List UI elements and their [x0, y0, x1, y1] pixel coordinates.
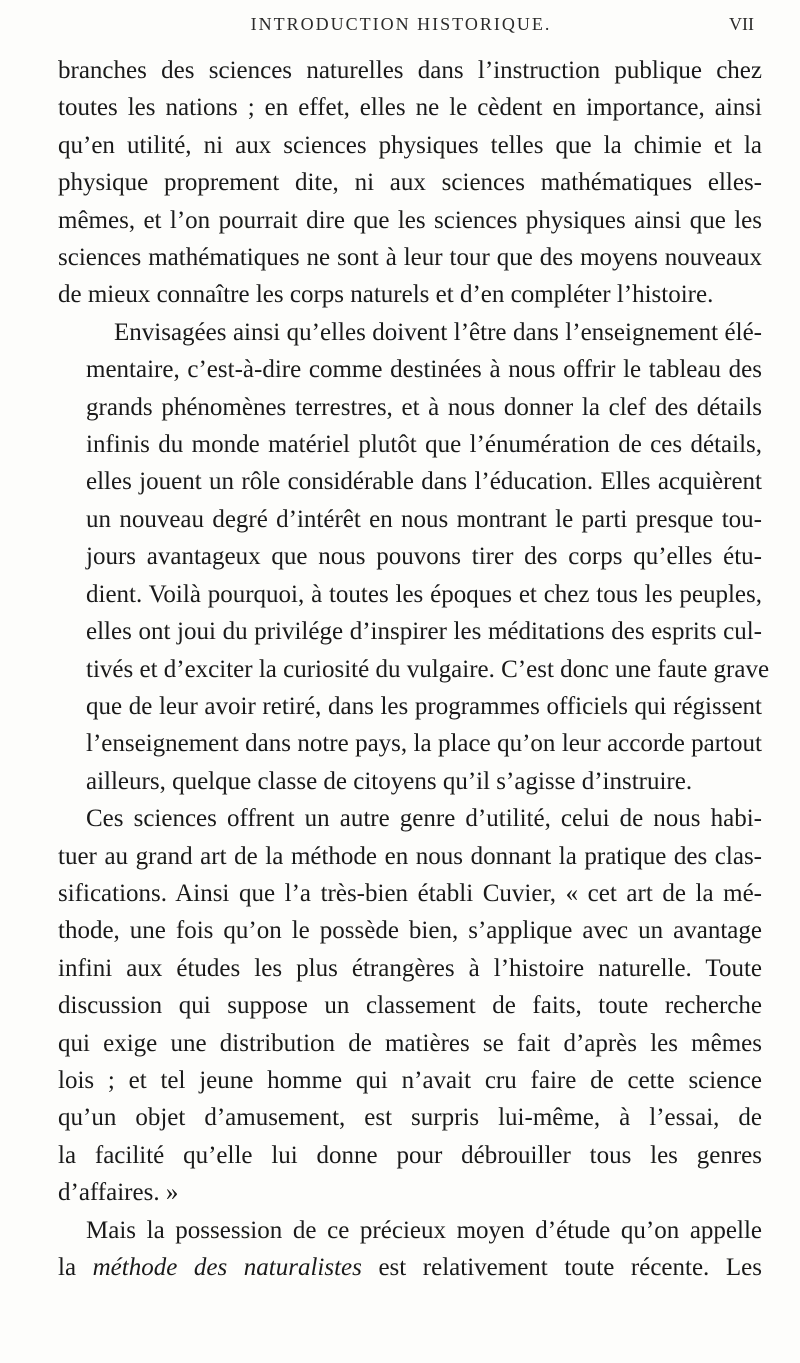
running-head	[48, 14, 754, 40]
page-number: VII	[729, 14, 754, 34]
text-line: qui exige une distribution de matières se fait d’après les mêmes	[58, 1029, 762, 1057]
text-line: un nouveau degré d’intérêt en nous montrant le parti presque tou-	[86, 505, 762, 533]
text-line: Mais la possession de ce précieux moyen d’étude qu’on appelle	[86, 1216, 762, 1244]
text-fragment: est relativement toute récente. Les	[361, 1254, 762, 1281]
paragraph-3	[58, 800, 762, 1211]
text-line: tivés et d’exciter la curiosité du vulgaire. C’est donc une faute grave	[86, 655, 770, 683]
text-line: Envisagées ainsi qu’elles doivent l’être dans l’enseignement élé-	[114, 318, 762, 346]
text-line: de mieux connaître les corps naturels et d’en compléter l’histoire.	[58, 281, 714, 309]
text-line: tuer au grand art de la méthode en nous donnant la pratique des clas-	[58, 842, 762, 870]
text-line: qu’en utilité, ni aux sciences physiques telles que la chimie et la	[58, 131, 762, 159]
text-fragment: la	[58, 1254, 93, 1281]
text-line: grands phénomènes terrestres, et à nous donner la clef des détails	[86, 393, 762, 421]
paragraph-2	[58, 314, 770, 800]
text-line: la facilité qu’elle lui donne pour débrouiller tous les genres	[58, 1141, 762, 1169]
body-text	[58, 52, 770, 1286]
text-line: sifications. Ainsi que l’a très-bien établi Cuvier, « cet art de la mé-	[58, 879, 762, 907]
running-title: INTRODUCTION HISTORIQUE.	[250, 14, 552, 34]
text-line: ailleurs, quelque classe de citoyens qu’il s’agisse d’instruire.	[86, 767, 693, 795]
text-line-mixed	[58, 1249, 762, 1286]
text-line: Ces sciences offrent un autre genre d’utilité, celui de nous habi-	[86, 805, 762, 833]
text-line: dient. Voilà pourquoi, à toutes les époques et chez tous les peuples,	[86, 580, 762, 608]
italic-term: méthode des naturalistes	[92, 1254, 362, 1281]
text-line: branches des sciences naturelles dans l’instruction publique chez	[58, 57, 762, 84]
text-line: lois ; et tel jeune homme qui n’avait cru faire de cette science	[58, 1066, 762, 1094]
text-line: sciences mathématiques ne sont à leur tour que des moyens nouveaux	[58, 244, 762, 272]
text-line: mentaire, c’est-à-dire comme destinées à nous offrir le tableau des	[86, 356, 762, 384]
text-line: discussion qui suppose un classement de faits, toute recherche	[58, 992, 762, 1020]
text-line: jours avantageux que nous pouvons tirer des corps qu’elles étu-	[86, 543, 762, 571]
text-line: toutes les nations ; en effet, elles ne le cèdent en importance, ainsi	[58, 94, 762, 122]
paragraph-1	[58, 52, 762, 314]
text-line: physique proprement dite, ni aux sciences mathématiques elles-	[58, 169, 762, 197]
text-line: que de leur avoir retiré, dans les programmes officiels qui régissent	[86, 692, 762, 720]
text-line: elles ont joui du privilége d’inspirer les méditations des esprits cul-	[86, 618, 762, 646]
paragraph-4	[58, 1212, 762, 1287]
text-line: qu’un objet d’amusement, est surpris lui-même, à l’essai, de	[58, 1104, 762, 1132]
text-line: elles jouent un rôle considérable dans l’éducation. Elles acquièrent	[86, 468, 762, 496]
text-line: d’affaires. »	[58, 1179, 179, 1207]
text-line: l’enseignement dans notre pays, la place qu’on leur accorde partout	[86, 730, 762, 758]
text-line: mêmes, et l’on pourrait dire que les sciences physiques ainsi que les	[58, 206, 762, 234]
text-line: thode, une fois qu’on le possède bien, s’applique avec un avantage	[58, 917, 762, 945]
text-line: infini aux études les plus étrangères à l’histoire naturelle. Toute	[58, 954, 762, 982]
text-line: infinis du monde matériel plutôt que l’énumération de ces détails,	[86, 431, 762, 459]
